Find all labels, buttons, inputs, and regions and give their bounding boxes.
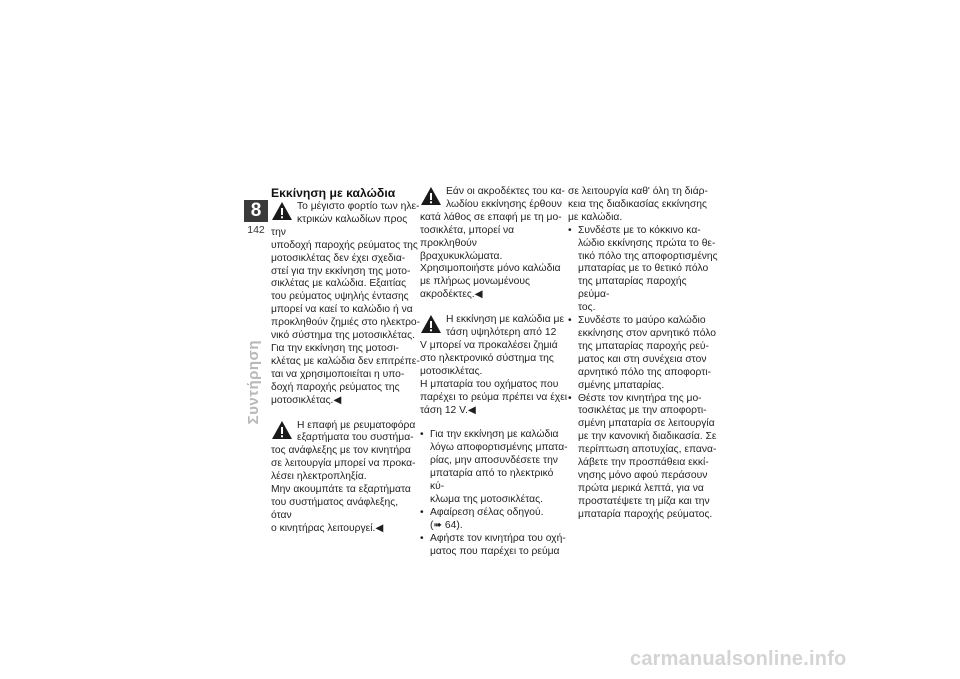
list-item: • Αφήστε τον κινητήρα του οχή- ματος που παρέχει το ρεύμα [420, 533, 570, 559]
warning-block [271, 201, 421, 408]
instruction-list [568, 225, 718, 522]
chapter-side-tab: Συντήρηση [245, 340, 262, 425]
text-column-2 [420, 186, 570, 558]
list-item: • Συνδέστε με το κόκκινο κα- λώδιο εκκίνησης πρώτα το θε- τικό πόλο της αποφορτισμένης μπαταρίας με το θετικό πόλο της μπαταρίας παροχής ρεύμα- τος. [568, 225, 718, 315]
warning-triangle-icon [420, 314, 442, 334]
section-title: Εκκίνηση με καλώδια [271, 186, 396, 200]
list-item: • Για την εκκίνηση με καλώδια λόγω αποφορτισμένης μπατα- ρίας, μην αποσυνδέσετε την μπαταρία από το ηλεκτρικό κύ- κλωμα της μοτοσικλέτας. [420, 429, 570, 506]
warning-text: Το μέγιστο φορτίο των ηλε- κτρικών καλωδίων προς την υποδοχή παροχής ρεύματος της μοτοσικλέτας δεν έχει σχεδια- στεί για την εκκίνηση της μοτο- σικλέτας με καλώδια. Εξαιτίας του ρεύματος υψηλής έντασης μπορεί να καεί το καλώδιο ή να προκληθούν ζημιές στο ηλεκτρο- νικό σύστημα της μοτοσικλέτας. Για την εκκίνηση της μοτοσι- κλέτας με καλώδια δεν επιτρέπε- ται να χρησιμοποιείται η υπο- δοχή παροχής ρεύματος της μοτοσικλέτας.◀ [271, 201, 421, 406]
warning-triangle-icon [271, 201, 293, 221]
chapter-number-badge: 8 [244, 200, 268, 222]
warning-block [420, 186, 570, 302]
text-column-1 [271, 186, 421, 536]
list-item: • Συνδέστε το μαύρο καλώδιο εκκίνησης στον αρνητικό πόλο της μπαταρίας παροχής ρεύ- ματος και στη συνέχεια στον αρνητικό πόλο της αποφορτι- σμένης μπαταρίας. [568, 315, 718, 392]
instruction-list [420, 429, 570, 558]
warning-text: Η εκκίνηση με καλώδια με τάση υψηλότερη από 12 V μπορεί να προκαλέσει ζημιά στο ηλεκτρονικό σύστημα της μοτοσικλέτας. Η μπαταρία του οχήματος που παρέχει το ρεύμα πρέπει να έχει τάση 12 V.◀ [420, 314, 568, 416]
watermark: carmanualsonline.info [630, 648, 847, 670]
warning-triangle-icon [420, 186, 442, 206]
page-number: 142 [247, 224, 265, 236]
warning-block [420, 314, 570, 417]
warning-text: Εάν οι ακροδέκτες του κα- λωδίου εκκίνησης έρθουν κατά λάθος σε επαφή με τη μο- τοσικλέτα, μπορεί να προκληθούν βραχυκυκλώματα. Χρησιμοποιήστε μόνο καλώδια με πλήρως μονωμένους ακροδέκτες.◀ [420, 186, 565, 301]
continued-paragraph: σε λειτουργία καθ' όλη τη διάρ- κεια της διαδικασίας εκκίνησης με καλώδια. [568, 186, 708, 223]
list-item: • Αφαίρεση σέλας οδηγού. (➠ 64). [420, 507, 570, 533]
text-column-3 [568, 186, 718, 522]
warning-block [271, 420, 421, 536]
warning-text: Η επαφή με ρευματοφόρα εξαρτήματα του συστήμα- τος ανάφλεξης με τον κινητήρα σε λειτουργία μπορεί να προκα- λέσει ηλεκτροπληξία. Μην ακουμπάτε τα εξαρτήματα του συστήματος ανάφλεξης, όταν ο κινητήρας λειτουργεί.◀ [271, 419, 416, 534]
warning-triangle-icon [271, 420, 293, 440]
list-item: • Θέστε τον κινητήρα της μο- τοσικλέτας με την αποφορτι- σμένη μπαταρία σε λειτουργία με την κανονική διαδικασία. Σε περίπτωση αποτυχίας, επανα- λάβετε την προσπάθεια εκκί- νησης μόνο αφού περάσουν πρώτα μερικά λεπτά, για να προστατέψετε τη μίζα και την μπαταρία παροχής ρεύματος. [568, 393, 718, 522]
